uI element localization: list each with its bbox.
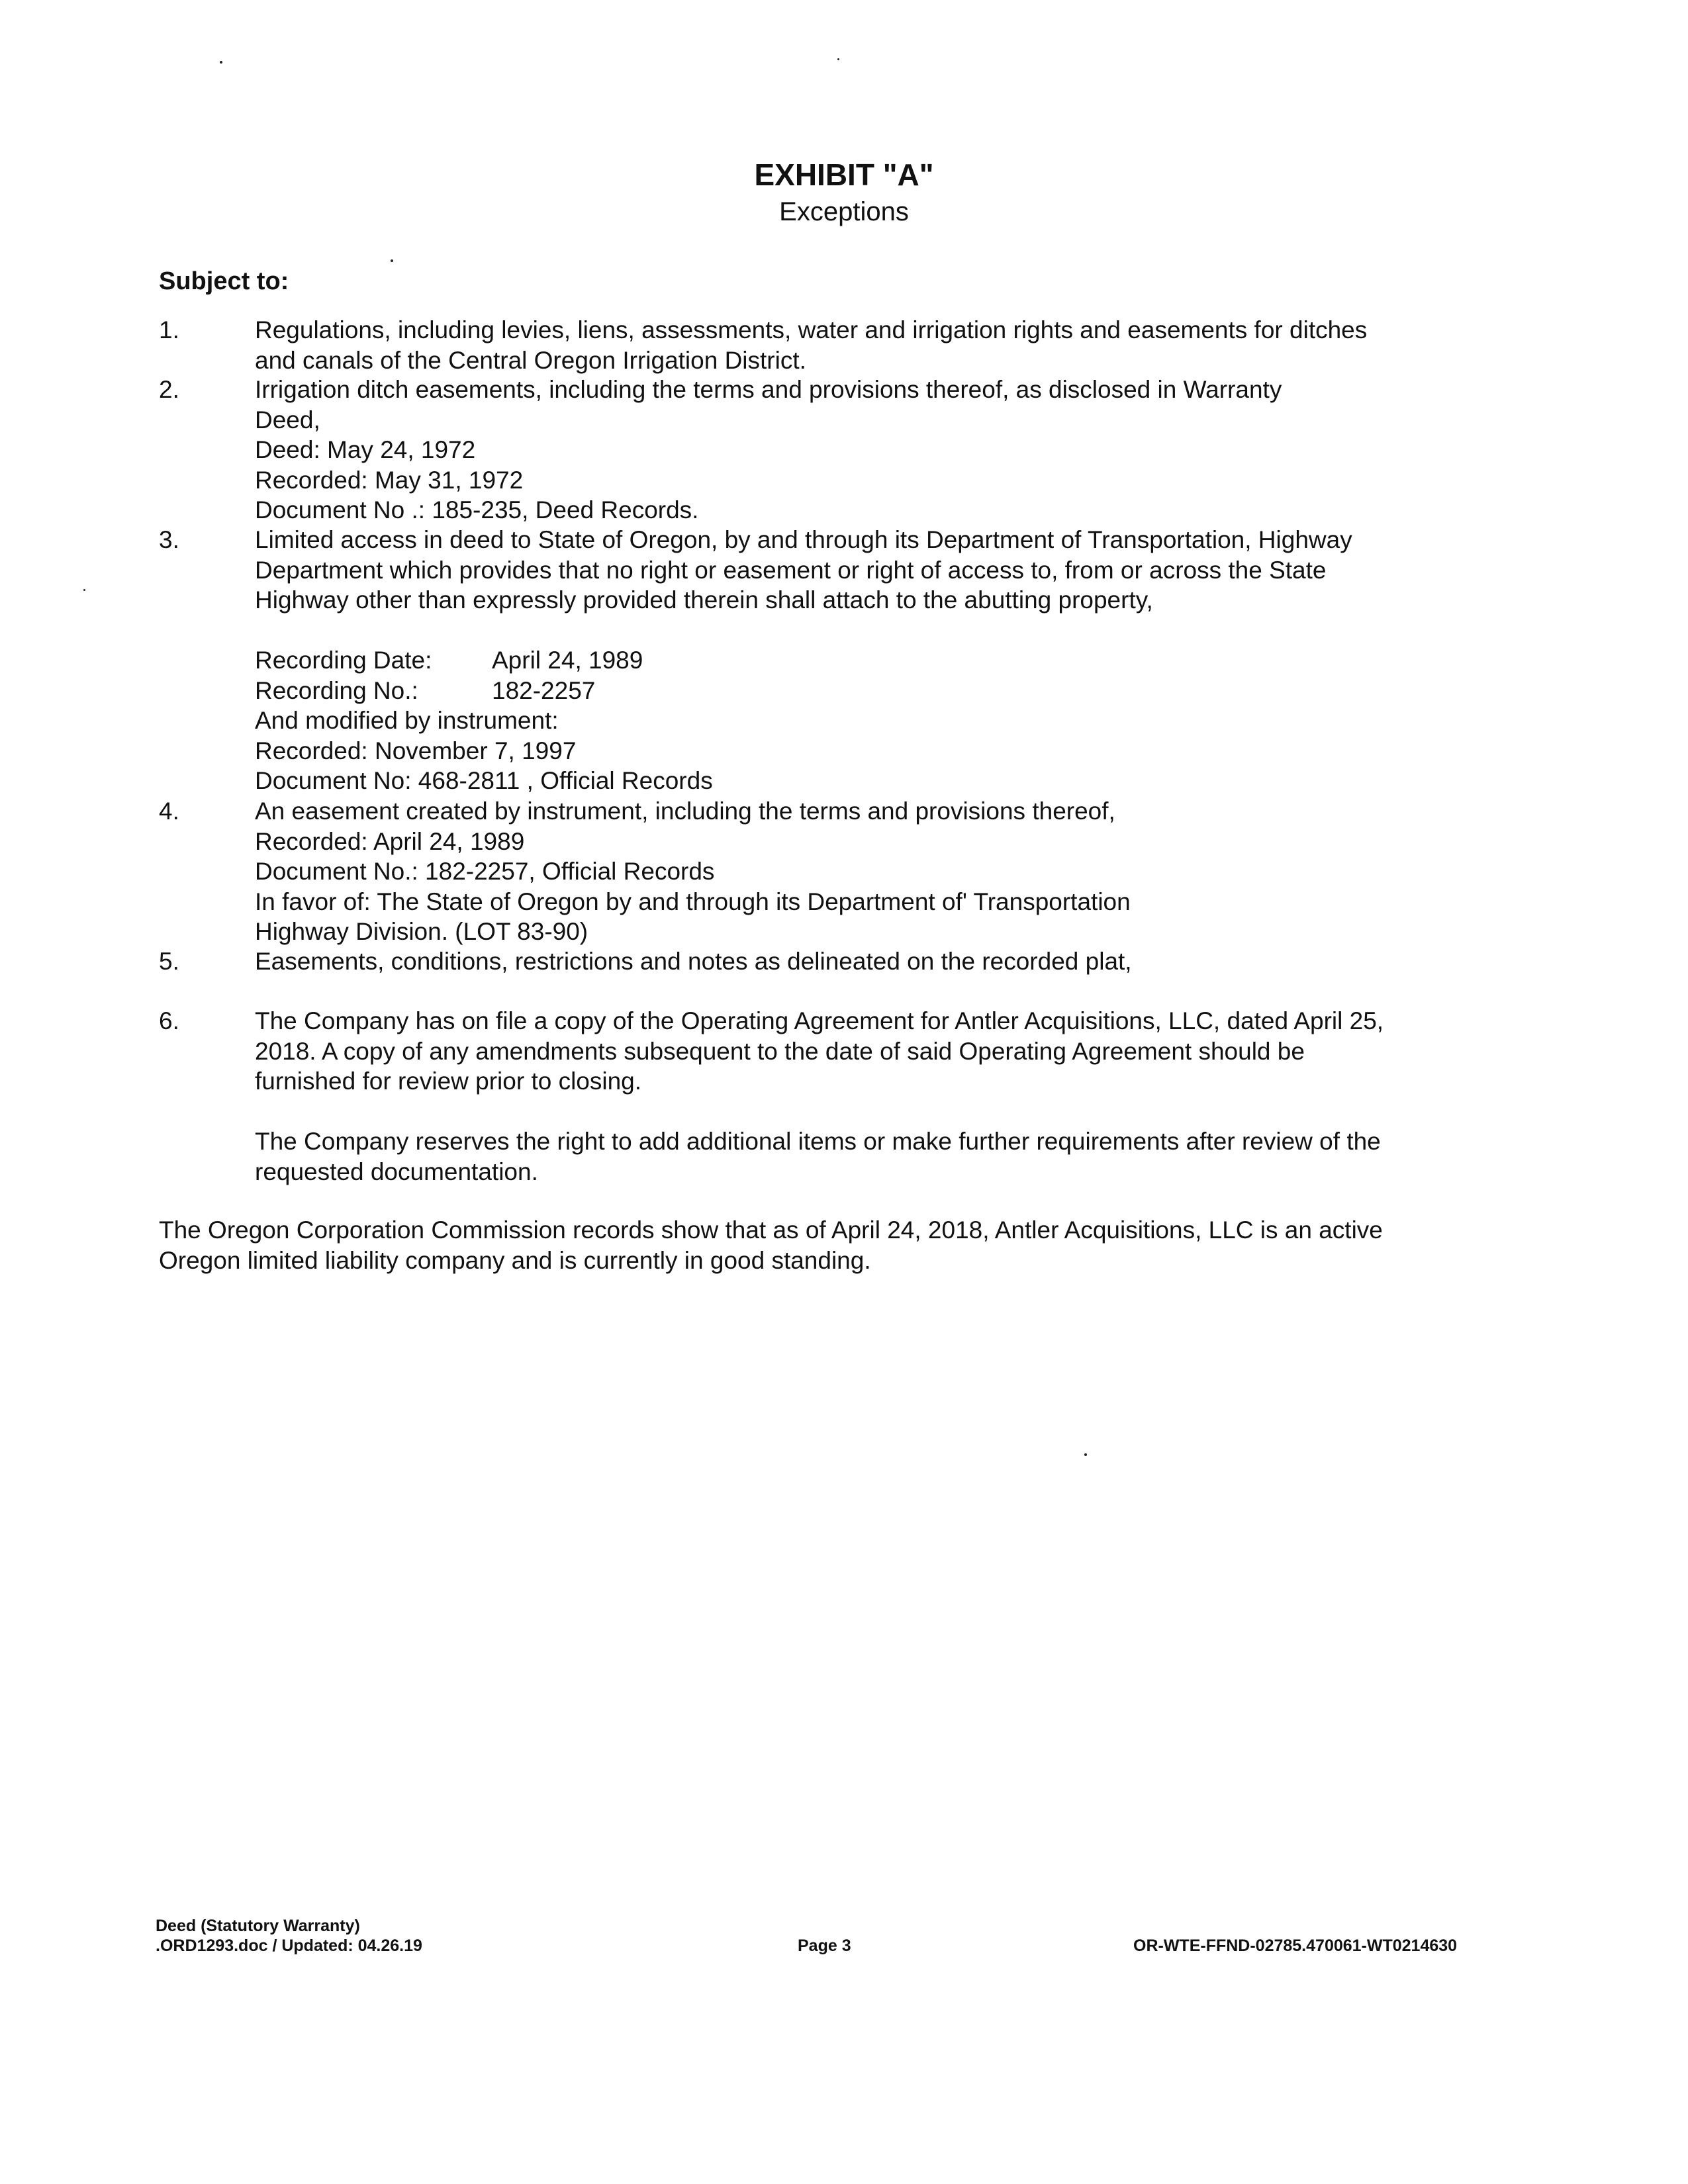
item-number: 5. — [159, 948, 179, 975]
item-line: Easements, conditions, restrictions and notes as delineated on the recorded plat, — [255, 948, 1132, 975]
item-line: The Company reserves the right to add additional items or make further requirements after review of the — [255, 1128, 1381, 1155]
item-line: Regulations, including levies, liens, assessments, water and irrigation rights and easements for ditches — [255, 316, 1368, 343]
item-line: And modified by instrument: — [255, 707, 559, 734]
item-number: 6. — [159, 1007, 179, 1034]
scan-speck — [1084, 1453, 1087, 1456]
item-line: Highway other than expressly provided therein shall attach to the abutting property, — [255, 586, 1153, 614]
spacer — [255, 615, 1536, 646]
item-body — [255, 946, 1536, 977]
closing-paragraph — [159, 1215, 1536, 1275]
item-line: Document No .: 185-235, Deed Records. — [255, 496, 699, 523]
item-line: requested documentation. — [255, 1158, 538, 1185]
item-line: and canals of the Central Oregon Irrigation District. — [255, 346, 806, 374]
item-line: In favor of: The State of Oregon by and through its Department of' Transportation — [255, 887, 1131, 915]
footer-doc-file: .ORD1293.doc / Updated: 04.26.19 — [156, 1936, 422, 1955]
exhibit-subtitle: Exceptions — [779, 197, 909, 226]
spacer — [255, 1097, 1536, 1127]
subject-to-heading: Subject to: — [159, 267, 289, 295]
item-number: 4. — [159, 797, 179, 825]
item-line: Deed, — [255, 406, 320, 433]
footer-doc-type: Deed (Statutory Warranty) — [156, 1917, 360, 1935]
item-line: Highway Division. (LOT 83-90) — [255, 918, 588, 945]
scan-speck — [837, 58, 839, 60]
scan-speck — [83, 589, 85, 591]
closing-line: The Oregon Corporation Commission records show that as of April 24, 2018, Antler Acquisitions, LLC is an active — [159, 1216, 1383, 1244]
item-line: Limited access in deed to State of Oregon, by and through its Department of Transportation, Highway — [255, 526, 1352, 553]
item-line: furnished for review prior to closing. — [255, 1068, 642, 1095]
item-line: Recorded: April 24, 1989 — [255, 827, 525, 855]
item-line: Recorded: May 31, 1972 — [255, 466, 524, 494]
exhibit-title: EXHIBIT "A" — [754, 158, 934, 192]
item-number: 1. — [159, 316, 179, 343]
footer-order-number: OR-WTE-FFND-02785.470061-WT0214630 — [1133, 1936, 1458, 1955]
item-line: Deed: May 24, 1972 — [255, 436, 476, 463]
recording-no-row — [255, 676, 1536, 706]
item-body — [255, 796, 1536, 947]
footer-document-info — [156, 1916, 422, 1956]
item-number: 2. — [159, 376, 179, 403]
recording-no-label: Recording No.: — [255, 676, 418, 704]
recording-date-row — [255, 645, 1536, 676]
scan-speck — [220, 61, 222, 64]
scan-speck — [391, 259, 393, 262]
item-body — [255, 315, 1536, 375]
recording-no-value: 182-2257 — [492, 676, 596, 704]
item-line: Irrigation ditch easements, including the terms and provisions thereof, as disclosed in Warranty — [255, 376, 1282, 403]
item-line: The Company has on file a copy of the Operating Agreement for Antler Acquisitions, LLC, dated April 25, — [255, 1007, 1384, 1034]
item-body — [255, 375, 1536, 525]
item-body — [255, 525, 1536, 796]
item-body — [255, 1006, 1536, 1187]
item-line: Recorded: November 7, 1997 — [255, 737, 577, 764]
item-line: Document No: 468-2811 , Official Records — [255, 767, 713, 794]
item-line: Department which provides that no right or easement or right of access to, from or across the State — [255, 556, 1327, 584]
recording-date-label: Recording Date: — [255, 647, 432, 674]
recording-date-value: April 24, 1989 — [492, 647, 643, 674]
item-number: 3. — [159, 526, 179, 553]
footer-page-number: Page 3 — [798, 1936, 851, 1955]
item-line: An easement created by instrument, including the terms and provisions thereof, — [255, 797, 1115, 825]
item-line: 2018. A copy of any amendments subsequent to the date of said Operating Agreement should be — [255, 1037, 1305, 1065]
item-line: Document No.: 182-2257, Official Records — [255, 858, 715, 885]
closing-line: Oregon limited liability company and is currently in good standing. — [159, 1246, 871, 1274]
